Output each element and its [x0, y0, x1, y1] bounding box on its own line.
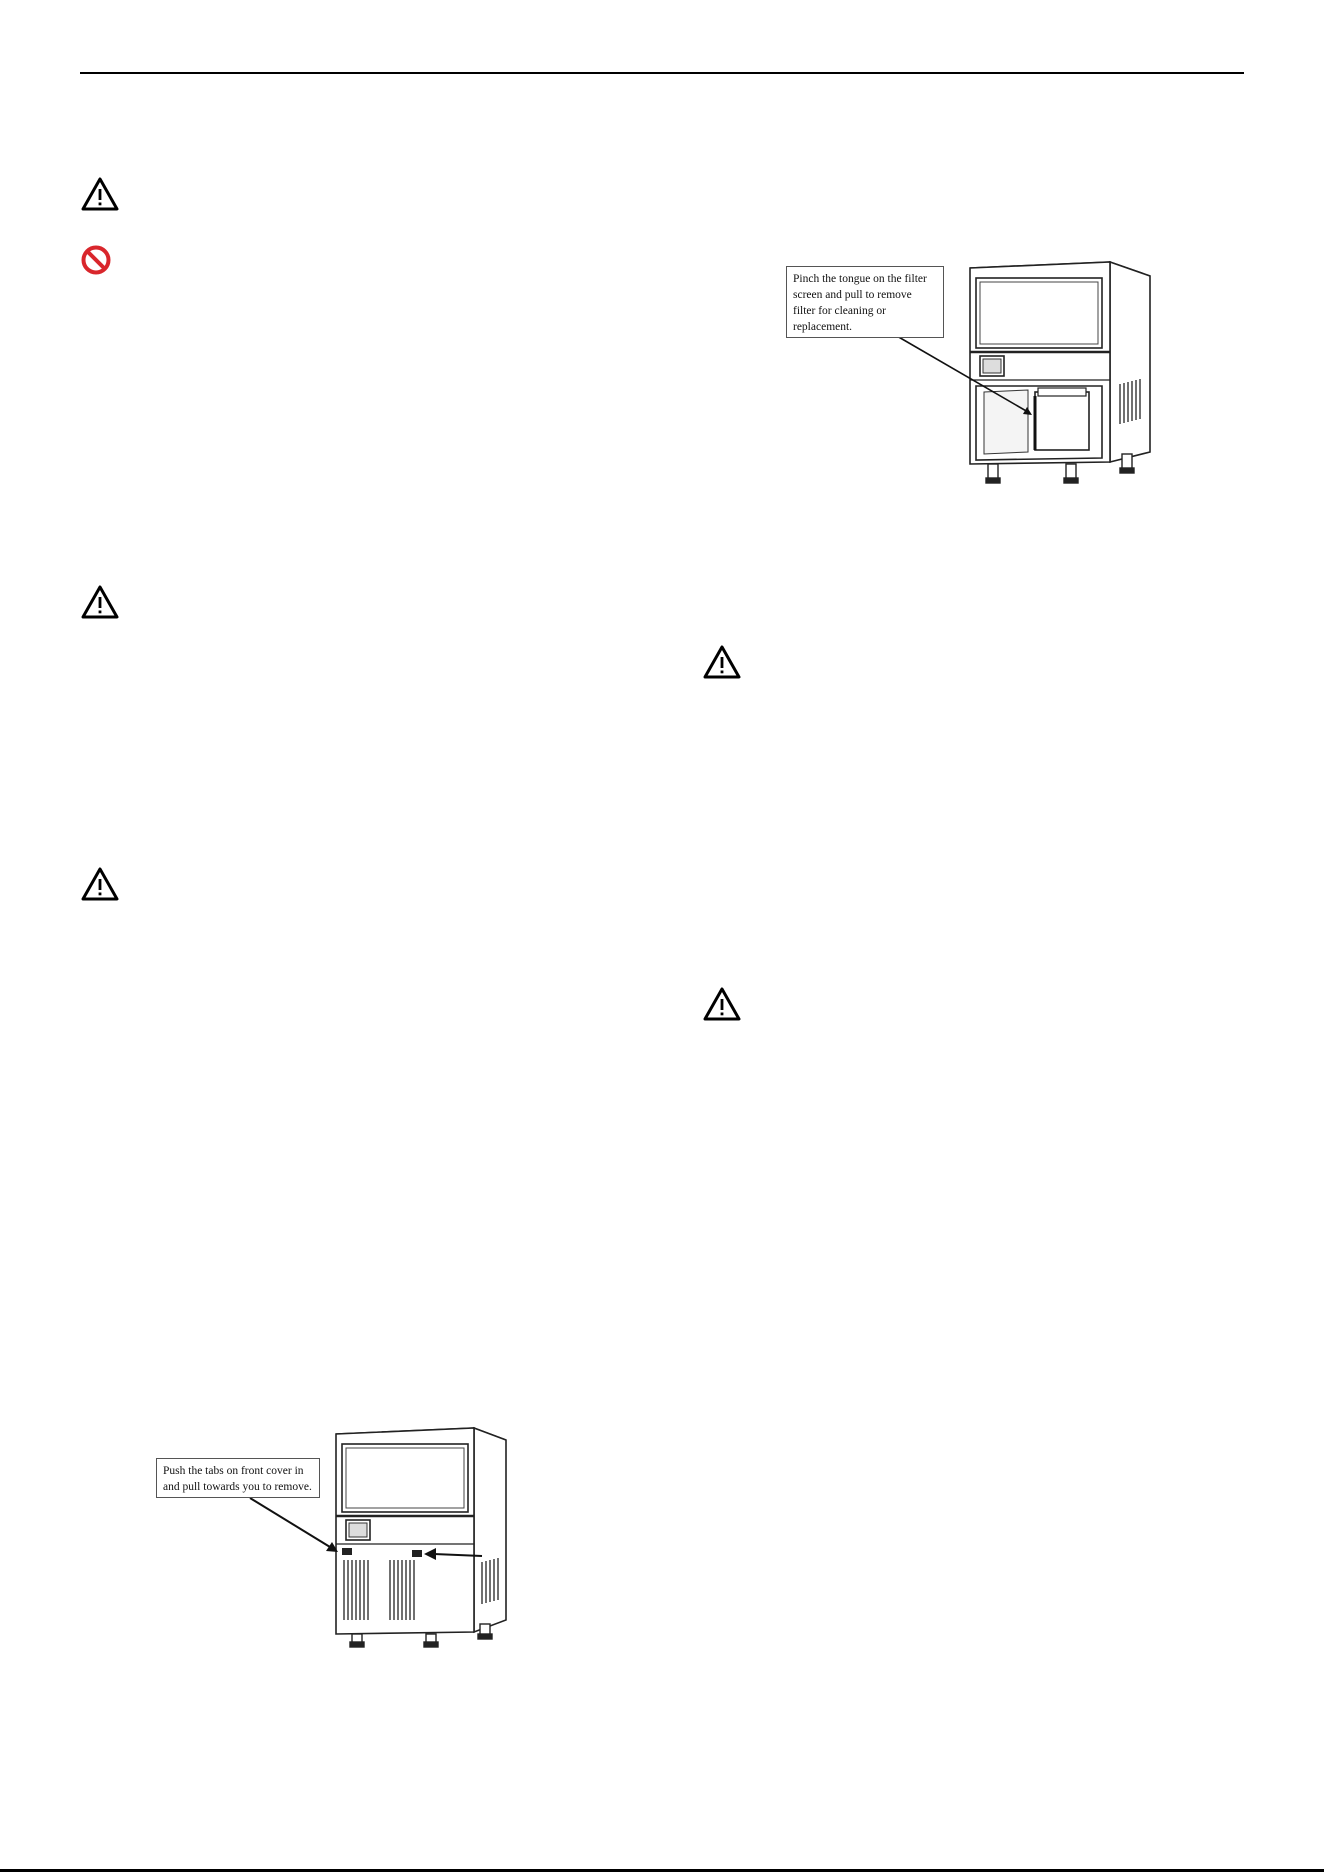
filter-removal-figure [780, 252, 1160, 492]
callout-line: Pinch the tongue on the filter [793, 273, 927, 285]
warning-triangle-icon [702, 644, 742, 680]
header-rule [80, 72, 1244, 74]
ice-machine-illustration [150, 1420, 520, 1650]
prohibition-icon [80, 244, 112, 276]
callout-line: filter for cleaning or [793, 305, 886, 317]
filter-callout [786, 266, 944, 338]
warning-triangle-icon [80, 176, 120, 212]
warning-triangle-icon [80, 866, 120, 902]
callout-line: screen and pull to remove [793, 289, 912, 301]
callout-line: Push the tabs on front cover in [163, 1465, 304, 1477]
warning-triangle-icon [702, 986, 742, 1022]
warning-triangle-icon [80, 584, 120, 620]
callout-line: replacement. [793, 321, 853, 333]
front-cover-callout [156, 1458, 320, 1498]
front-cover-removal-figure [150, 1420, 520, 1650]
callout-line: and pull towards you to remove. [163, 1481, 312, 1493]
